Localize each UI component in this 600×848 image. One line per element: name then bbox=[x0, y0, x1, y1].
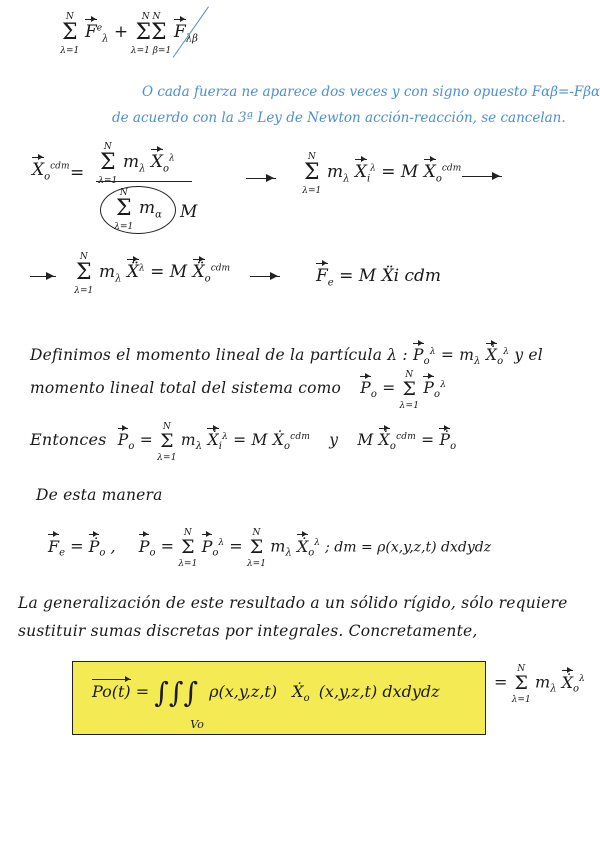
cdm-denominator: Σ N λ=1 $m_\alpha$ bbox=[114, 188, 162, 232]
cdm-numerator: Σ N λ=1 $m_\lambda$ $X_o^\lambda$ bbox=[98, 142, 175, 186]
implies-arrow-3 bbox=[30, 276, 56, 277]
note-line-2: de acuerdo con la 3ª Ley de Newton acción-reacción, se cancelan. bbox=[112, 110, 566, 126]
force-sum-equation: Σ N λ=1 $F^e_\lambda + \Sigma\Sigma$ N N λ=1 β=1 $F_{\lambda\beta}$ bbox=[60, 12, 198, 56]
total-mass: M bbox=[180, 202, 198, 222]
generalization-line-1: La generalización de este resultado a un sólido rígido, sólo requiere bbox=[18, 594, 568, 612]
double-sum-symbol: ΣΣ N N λ=1 β=1 bbox=[130, 12, 172, 56]
cdm-rhs: Σ N λ=1 $m_\lambda$ $X_i^\lambda = M$ $X_o^{cdm}$ bbox=[302, 152, 462, 196]
acceleration-equation: Σ N λ=1 $m_\lambda$ Ẍ$^\lambda$ = M Ẍ$_o^{cdm}$ bbox=[74, 252, 231, 296]
generalization-line-2: sustituir sumas discretas por integrales. Concretamente, bbox=[18, 622, 478, 640]
boxed-integral-equation: Po(t) = ∫∫∫ Vo ρ(x,y,z,t) Ẋ$_o$ (x,y,z,t) dxdydz bbox=[92, 676, 440, 731]
newton-second-law: $F_e = M$ Ẍi cdm bbox=[316, 266, 442, 289]
definition-line: Definimos el momento lineal de la partícula λ : $P_o^\lambda = m_\lambda$ Ẋ$_o^\lambda$ y el bbox=[30, 346, 543, 368]
momentum-equation-row: $F_e$ = Ṗ$_o$ , $P_o = \Sigma$ N λ=1 $P_o^\lambda = \Sigma$ N λ=1 $m_\lambda$ Ẋ$_o^\lambda$ ; dm = ρ(x,y,z,t) dxdydz bbox=[48, 528, 492, 569]
implies-arrow-2 bbox=[462, 176, 502, 177]
center-of-mass-lhs: $X_o^{cdm}$ bbox=[32, 160, 70, 183]
de-esta-manera: De esta manera bbox=[36, 486, 163, 504]
note-line-1: O cada fuerza ne aparece dos veces y con signo opuesto Fαβ=-Fβα bbox=[142, 84, 600, 100]
boxed-sum-equivalent: = Σ N λ=1 $m_\lambda$ Ẋ$_o^\lambda$ bbox=[494, 664, 585, 705]
implies-arrow bbox=[246, 178, 276, 179]
entonces-equation: Entonces $P_o = \Sigma$ N λ=1 $m_\lambda$ Ẋ$_i^\lambda$ = M Ẋ$_o^{cdm}$ y M Ẋ$_o^{cdm}$ = Ṗ$_o$ bbox=[30, 422, 457, 463]
implies-arrow-4 bbox=[250, 276, 280, 277]
notebook-page: Σ N λ=1 $F^e_\lambda + \Sigma\Sigma$ N N λ=1 β=1 $F_{\lambda\beta}$ O cada fuerza ne aparece dos veces y con signo opuesto Fαβ=-Fβα de acuerdo con la 3ª Ley de Newton acción-reacción, se cancelan. $X_o^{cdm}$ = Σ N λ=1 $m_\lambda$ $X_o^\lambda$ Σ N λ=1 $m_\alpha$ M Σ N λ=1 $m_\lambda$ $X_i^\lambda = M$ $X_o^{cdm}$ Σ N λ=1 $m_\lambda$ Ẍ$^\lambda$ = M Ẍ$_o^{cdm}$ $F_e = M$ Ẍi cdm Definimos el momento lineal de la partícula λ : $P_o^\lambda = m_\lambda$ Ẋ$_o^\lambda$ y el momento lineal total del sistema como $P_o = \Sigma$ N λ=1 $P_o^\lambda$ Entonces $P_o = \Sigma$ N λ=1 $m_\lambda$ Ẋ$_i^\lambda$ = M Ẋ$_o^{cdm}$ y M Ẋ$_o^{cdm}$ = Ṗ$_o$ De esta manera $F_e$ = Ṗ$_o$ , $P_o = \Sigma$ N λ=1 $P_o^\lambda = \Sigma$ N λ=1 $m_\lambda$ Ẋ$_o^\lambda$ ; dm = ρ(x,y,z,t) dxdydz La generalización de este resultado a un sólido rígido, sólo requiere sustituir sumas discretas por integrales. Concretamente, Po(t) = ∫∫∫ Vo ρ(x,y,z,t) Ẋ$_o$ (x,y,z,t) dxdydz = Σ N λ=1 $m_\lambda$ Ẋ$_o^\lambda$ bbox=[0, 0, 600, 848]
external-force-vector: F bbox=[84, 22, 97, 42]
sum-symbol: Σ N λ=1 bbox=[60, 12, 80, 56]
internal-force-vector: F bbox=[174, 22, 186, 42]
total-momentum-line: momento lineal total del sistema como $P_o = \Sigma$ N λ=1 $P_o^\lambda$ bbox=[30, 370, 447, 411]
fraction-bar bbox=[96, 181, 192, 182]
